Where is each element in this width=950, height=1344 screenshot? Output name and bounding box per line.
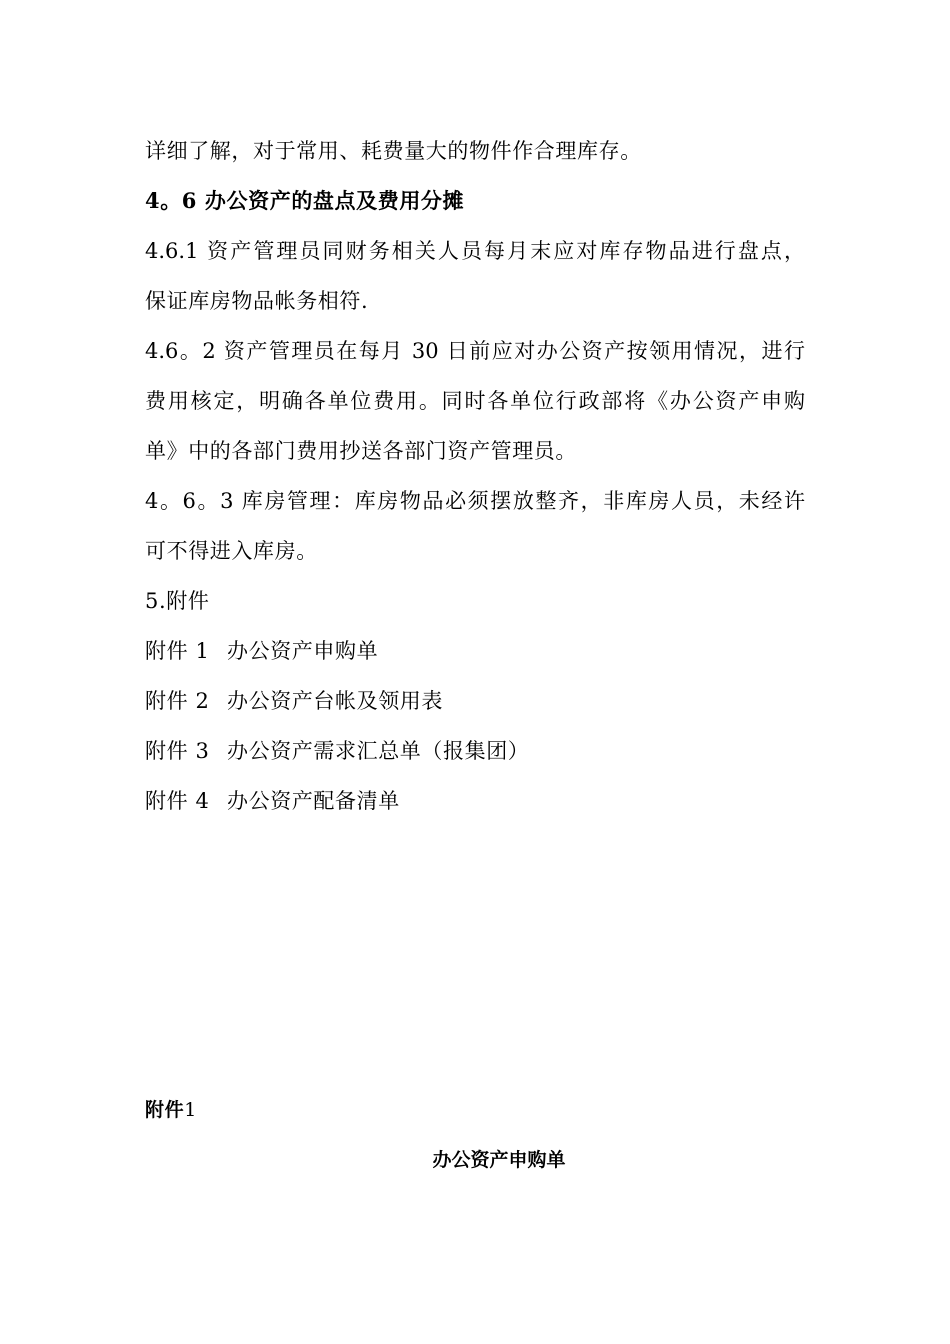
attachment-list-item bbox=[145, 786, 400, 816]
attachment-list-item bbox=[145, 636, 378, 666]
attachment-title: 办公资产申购单 bbox=[227, 639, 379, 663]
attachment-number: 附件 4 bbox=[145, 789, 210, 813]
section-heading-5: 5.附件 bbox=[145, 589, 210, 613]
appendix-label bbox=[145, 1095, 197, 1125]
paragraph-continuation: 详细了解，对于常用、耗费量大的物件作合理库存。 bbox=[145, 139, 642, 163]
item-4-6-2-line-3: 单》中的各部门费用抄送各部门资产管理员。 bbox=[145, 439, 577, 463]
attachment-number: 附件 2 bbox=[145, 689, 210, 713]
item-4-6-1-line-1: 4.6.1 资产管理员同财务相关人员每月末应对库存物品进行盘点， bbox=[145, 239, 805, 263]
appendix-label-number: 1 bbox=[184, 1099, 197, 1121]
item-4-6-3-line-2: 可不得进入库房。 bbox=[145, 539, 318, 563]
section-heading-4-6: 4。6 办公资产的盘点及费用分摊 bbox=[145, 188, 465, 213]
appendix-label-text: 附件 bbox=[145, 1099, 185, 1121]
attachment-list-item bbox=[145, 686, 443, 716]
item-4-6-2-line-1: 4.6。2 资产管理员在每月 30 日前应对办公资产按领用情况，进行 bbox=[145, 339, 805, 363]
item-4-6-2-line-2: 费用核定，明确各单位费用。同时各单位行政部将《办公资产申购 bbox=[145, 389, 805, 413]
attachment-title: 办公资产配备清单 bbox=[227, 789, 400, 813]
attachment-number: 附件 1 bbox=[145, 639, 210, 663]
item-4-6-1-line-2: 保证库房物品帐务相符. bbox=[145, 289, 369, 313]
attachment-number: 附件 3 bbox=[145, 739, 210, 763]
appendix-title: 办公资产申购单 bbox=[432, 1149, 566, 1171]
item-4-6-3-line-1: 4。6。3 库房管理：库房物品必须摆放整齐，非库房人员，未经许 bbox=[145, 489, 805, 513]
attachment-list-item bbox=[145, 736, 529, 766]
attachment-title: 办公资产需求汇总单（报集团） bbox=[227, 739, 530, 763]
attachment-title: 办公资产台帐及领用表 bbox=[227, 689, 443, 713]
